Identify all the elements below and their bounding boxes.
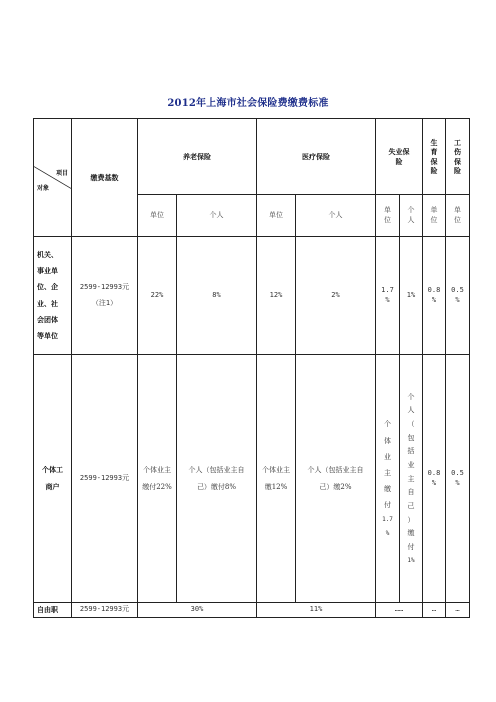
vertical-char: 业 (384, 452, 391, 461)
pension-unit-rate (138, 355, 177, 603)
medical-rate: 11% (257, 603, 376, 618)
header-maternity-char: 险 (430, 165, 438, 175)
rate-part: 0.8 (427, 286, 441, 295)
vertical-char: 付 (384, 500, 391, 509)
cell-line: 己）缴2% (319, 482, 352, 491)
rate-part: 0.5 (451, 469, 464, 478)
row-label-line: 事业单 (37, 266, 58, 276)
pension-person-rate: 8% (177, 237, 257, 355)
vertical-char: （ (407, 420, 415, 429)
injury-rate: … (446, 603, 470, 618)
row-label-individual-business (34, 355, 72, 603)
rate-part: % (455, 478, 460, 487)
table-row (34, 603, 470, 618)
rate-part: % (431, 295, 437, 304)
header-injury-char: 险 (454, 165, 461, 175)
vertical-char: 体 (384, 436, 391, 445)
medical-person-rate (296, 355, 376, 603)
header-unemployment-line: 失业保 (388, 147, 410, 157)
vertical-char: % (385, 529, 390, 537)
row-label-line: 等单位 (37, 330, 58, 340)
header-unemployment-line: 险 (395, 156, 403, 166)
medical-unit-rate: 12% (257, 237, 296, 355)
maternity-unit-rate (423, 355, 446, 603)
header-pension: 养老保险 (138, 119, 257, 195)
subheader-medical-unit: 单位 (257, 195, 296, 237)
vertical-char: 付 (407, 542, 415, 551)
rate-part: % (431, 478, 437, 487)
cell-line: 己）缴付8% (196, 482, 237, 491)
rate-part: 0.5 (451, 286, 464, 295)
subheader-char: 单 (430, 206, 438, 215)
header-maternity-char: 保 (430, 156, 438, 166)
header-unemployment (376, 119, 423, 195)
header-injury (446, 119, 470, 195)
pension-rate: 30% (138, 603, 257, 618)
vertical-char: 缴 (407, 529, 415, 538)
row-label-line: 个体工 (42, 465, 63, 475)
cell-line: 个人（包括业主自 (188, 465, 245, 474)
header-injury-char: 伤 (454, 147, 461, 157)
row-label-institutions (34, 237, 72, 355)
page-title: 2012年上海市社会保险费缴费标准 (167, 98, 329, 109)
header-injury-char: 工 (454, 138, 461, 148)
cell-line: 缴12% (264, 482, 288, 491)
subheader-unemployment-person (400, 195, 423, 237)
header-maternity-char: 生 (430, 138, 438, 148)
vertical-char: 括 (407, 447, 415, 456)
medical-person-rate: 2% (296, 237, 376, 355)
rate-part: 0.8 (427, 469, 441, 478)
vertical-char: 包 (407, 433, 415, 442)
diagonal-header-cell (34, 119, 72, 237)
injury-unit-rate (446, 237, 470, 355)
base-range-cell (72, 237, 138, 355)
table-row (34, 355, 470, 603)
medical-unit-rate (257, 355, 296, 603)
subheader-char: 位 (430, 215, 438, 224)
subheader-pension-unit: 单位 (138, 195, 177, 237)
vertical-char: 自 (407, 488, 415, 497)
table-row (34, 237, 470, 355)
header-maternity-char: 育 (430, 147, 438, 157)
subheader-pension-person: 个人 (177, 195, 257, 237)
subheader-char: 单 (384, 206, 391, 215)
row-label-freelance: 自由职 (34, 603, 72, 618)
unemployment-unit-rate (376, 355, 400, 603)
unemployment-unit-rate (376, 237, 400, 355)
rate-part: % (455, 295, 460, 304)
maternity-unit-rate (423, 237, 446, 355)
diagonal-label-item: 项目 (55, 170, 68, 178)
vertical-char: 缴 (384, 484, 391, 493)
vertical-char: 业 (407, 461, 415, 470)
row-label-line: 商户 (45, 481, 60, 491)
pension-unit-rate: 22% (138, 237, 177, 355)
subheader-char: 个 (407, 206, 415, 215)
rate-part: % (385, 295, 390, 304)
row-label-line: 会团体 (37, 314, 58, 324)
base-range: 2599-12993元 (79, 283, 130, 292)
vertical-char: 主 (384, 468, 391, 477)
vertical-char: 己 (407, 501, 415, 510)
vertical-char: 主 (407, 474, 415, 483)
subheader-char: 单 (454, 206, 461, 215)
insurance-rate-table (33, 118, 470, 618)
subheader-injury-unit (446, 195, 470, 237)
base-range: 2599-12993元 (72, 603, 138, 618)
diagonal-label-target: 对象 (37, 184, 50, 192)
vertical-char: 1.7 (382, 515, 393, 523)
header-base: 缴费基数 (72, 119, 138, 237)
vertical-char: 人 (407, 406, 415, 415)
subheader-medical-person: 个人 (296, 195, 376, 237)
cell-line: 缴付22% (142, 482, 172, 491)
cell-line: 个体业主 (143, 465, 171, 474)
cell-line: 个人（包括业主自 (307, 465, 364, 474)
injury-unit-rate (446, 355, 470, 603)
header-maternity (423, 119, 446, 195)
vertical-char: 1% (407, 556, 415, 564)
vertical-char: ） (407, 515, 415, 524)
subheader-maternity-unit (423, 195, 446, 237)
row-label-line: 机关、 (37, 250, 58, 260)
base-range: 2599-12993元 (72, 355, 138, 603)
header-medical: 医疗保险 (257, 119, 376, 195)
cell-line: 个体业主 (262, 465, 290, 474)
unemployment-rate: …… (376, 603, 423, 618)
subheader-char: 位 (454, 215, 461, 224)
vertical-char: 个 (407, 392, 415, 401)
base-note: （注1） (91, 298, 118, 307)
row-label-line: 业、社 (37, 298, 58, 308)
rate-part: 1.7 (381, 286, 394, 295)
subheader-char: 位 (384, 215, 391, 224)
header-injury-char: 保 (454, 156, 461, 166)
subheader-char: 人 (407, 215, 415, 224)
row-label-line: 位、企 (37, 282, 58, 292)
maternity-rate: … (423, 603, 446, 618)
subheader-unemployment-unit (376, 195, 400, 237)
unemployment-person-rate (400, 355, 423, 603)
unemployment-person-rate: 1% (400, 237, 423, 355)
pension-person-rate (177, 355, 257, 603)
vertical-char: 个 (384, 420, 391, 429)
